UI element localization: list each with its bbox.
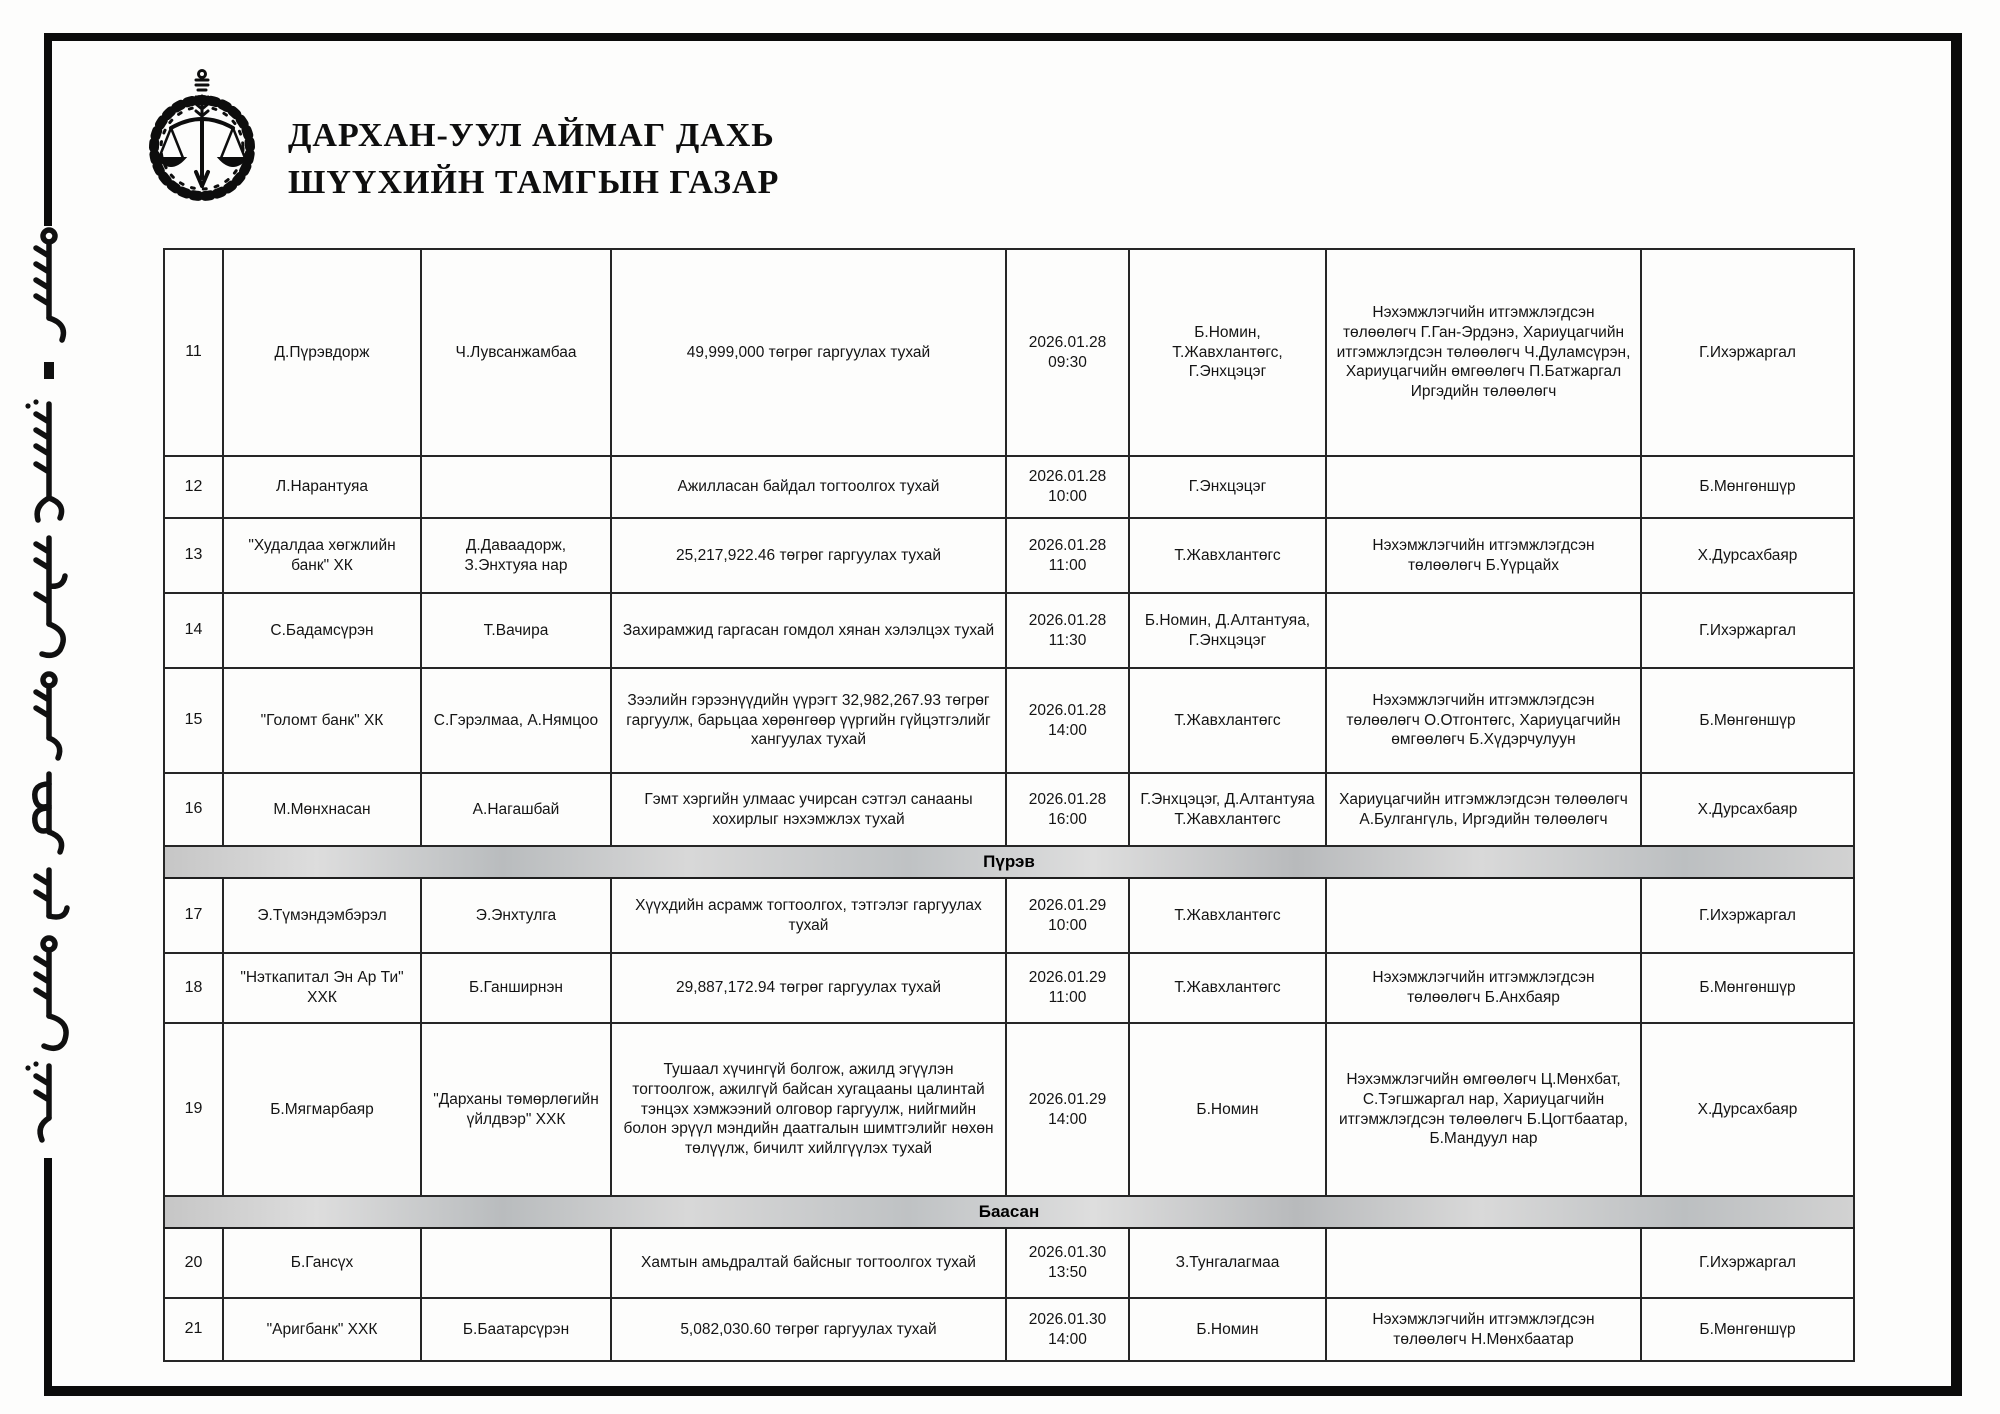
cell-case-number: 14	[164, 593, 223, 668]
cell-representatives: Хариуцагчийн итгэмжлэгдсэн төлөөлөгч А.Булгангүль, Иргэдийн төлөөлөгч	[1326, 773, 1641, 846]
cell-case-subject: Зээлийн гэрээнүүдийн үүрэгт 32,982,267.93 төгрөг гаргуулж, барьцаа хөрөнгөөр үүргийн гүйцэтгэлийг хангуулах тухай	[611, 668, 1006, 773]
cell-case-number: 16	[164, 773, 223, 846]
cell-representatives: Нэхэмжлэгчийн итгэмжлэгдсэн төлөөлөгч Б.Анхбаяр	[1326, 953, 1641, 1023]
frame-left-line-upper	[44, 33, 52, 226]
cell-clerk: Г.Ихэржаргал	[1641, 1228, 1854, 1298]
hearing-time: 13:50	[1048, 1264, 1087, 1281]
cell-judges: Т.Жавхлантөгс	[1129, 518, 1326, 593]
cell-case-number: 15	[164, 668, 223, 773]
cell-judges: Т.Жавхлантөгс	[1129, 668, 1326, 773]
hearing-time: 10:00	[1048, 488, 1087, 505]
cell-hearing-datetime	[1006, 593, 1129, 668]
cell-clerk: Б.Мөнгөншүр	[1641, 1298, 1854, 1361]
hearing-row	[164, 1228, 1854, 1298]
cell-case-number: 20	[164, 1228, 223, 1298]
cell-defendant: Д.Даваадорж, З.Энхтуяа нар	[421, 518, 611, 593]
hearing-schedule-table	[163, 248, 1853, 1362]
page-title	[288, 112, 779, 206]
cell-clerk: Б.Мөнгөншүр	[1641, 456, 1854, 518]
hearing-time: 14:00	[1048, 721, 1087, 739]
cell-clerk: Б.Мөнгөншүр	[1641, 953, 1854, 1023]
weekday-label: Пүрэв	[164, 846, 1854, 878]
cell-case-subject: Хамтын амьдралтай байсныг тогтоолгох тухай	[611, 1228, 1006, 1298]
cell-defendant: "Дарханы төмөрлөгийн үйлдвэр" ХХК	[421, 1023, 611, 1196]
hearing-row	[164, 1023, 1854, 1196]
hearing-date: 2026.01.28	[1028, 701, 1107, 719]
cell-case-subject: Захирамжид гаргасан гомдол хянан хэлэлцэх тухай	[611, 593, 1006, 668]
frame-right-line	[1951, 33, 1962, 1393]
cell-case-number: 13	[164, 518, 223, 593]
cell-judges: Г.Энхцэцэг	[1129, 456, 1326, 518]
cell-case-number: 18	[164, 953, 223, 1023]
cell-plaintiff: Э.Түмэндэмбэрэл	[223, 878, 421, 953]
hearing-date: 2026.01.30	[1028, 1244, 1107, 1262]
cell-defendant: Б.Баатарсүрэн	[421, 1298, 611, 1361]
cell-representatives: Нэхэмжлэгчийн итгэмжлэгдсэн төлөөлөгч О.Отгонтөгс, Хариуцагчийн өмгөөлөгч Б.Хүдэрчулуун	[1326, 668, 1641, 773]
hearing-date: 2026.01.29	[1028, 969, 1107, 987]
cell-plaintiff: Д.Пүрэвдорж	[223, 249, 421, 456]
cell-plaintiff: "Худалдаа хөгжлийн банк" ХК	[223, 518, 421, 593]
traditional-mongolian-script	[16, 226, 80, 1154]
cell-defendant: Ч.Лувсанжамбаа	[421, 249, 611, 456]
cell-representatives: Нэхэмжлэгчийн өмгөөлөгч Ц.Мөнхбат, С.Тэгшжаргал нар, Хариуцагчийн итгэмжлэгдсэн төлөөлөгч Б.Цогтбаатар, Б.Мандуул нар	[1326, 1023, 1641, 1196]
cell-plaintiff: Б.Мягмарбаяр	[223, 1023, 421, 1196]
hearing-date: 2026.01.29	[1028, 896, 1107, 914]
cell-hearing-datetime	[1006, 456, 1129, 518]
cell-clerk: Х.Дурсахбаяр	[1641, 1023, 1854, 1196]
hearing-time: 11:30	[1048, 631, 1087, 649]
cell-defendant	[421, 456, 611, 518]
cell-judges: Б.Номин, Д.Алтантуяа, Г.Энхцэцэг	[1129, 593, 1326, 668]
cell-plaintiff: С.Бадамсүрэн	[223, 593, 421, 668]
cell-plaintiff: "Голомт банк" ХК	[223, 668, 421, 773]
cell-clerk: Х.Дурсахбаяр	[1641, 518, 1854, 593]
hearing-date: 2026.01.30	[1028, 1310, 1107, 1328]
cell-judges: Г.Энхцэцэг, Д.Алтантуяа Т.Жавхлантөгс	[1129, 773, 1326, 846]
hearing-row	[164, 456, 1854, 518]
hearing-time: 16:00	[1048, 810, 1087, 828]
org-name-line1: ДАРХАН-УУЛ АЙМАГ ДАХЬ	[288, 117, 775, 154]
hearing-row	[164, 1298, 1854, 1361]
cell-defendant: Т.Вачира	[421, 593, 611, 668]
cell-clerk: Х.Дурсахбаяр	[1641, 773, 1854, 846]
cell-plaintiff: "Нэткапитал Эн Ар Ти" ХХК	[223, 953, 421, 1023]
cell-case-subject: 49,999,000 төгрөг гаргуулах тухай	[611, 249, 1006, 456]
cell-hearing-datetime	[1006, 773, 1129, 846]
schedule-table-body	[164, 249, 1854, 1361]
cell-hearing-datetime	[1006, 1298, 1129, 1361]
cell-representatives: Нэхэмжлэгчийн итгэмжлэгдсэн төлөөлөгч Б.Үүрцайх	[1326, 518, 1641, 593]
cell-case-number: 17	[164, 878, 223, 953]
hearing-time: 14:00	[1048, 1110, 1087, 1128]
hearing-row	[164, 773, 1854, 846]
cell-representatives	[1326, 593, 1641, 668]
cell-case-number: 12	[164, 456, 223, 518]
cell-judges: Т.Жавхлантөгс	[1129, 878, 1326, 953]
cell-judges: З.Тунгалагмаа	[1129, 1228, 1326, 1298]
frame-top-line	[44, 33, 1961, 41]
cell-hearing-datetime	[1006, 249, 1129, 456]
cell-defendant: Э.Энхтулга	[421, 878, 611, 953]
hearing-time: 10:00	[1048, 916, 1087, 934]
cell-judges: Б.Номин	[1129, 1023, 1326, 1196]
cell-clerk: Г.Ихэржаргал	[1641, 593, 1854, 668]
weekday-label: Баасан	[164, 1196, 1854, 1228]
weekday-separator-row	[164, 846, 1854, 878]
hearing-date: 2026.01.28	[1028, 536, 1107, 554]
cell-representatives: Нэхэмжлэгчийн итгэмжлэгдсэн төлөөлөгч Г.Ган-Эрдэнэ, Хариуцагчийн итгэмжлэгдсэн төлөөлөгч Ч.Дуламсүрэн, Хариуцагчийн өмгөөлөгч П.Батжаргал Иргэдийн төлөөлөгч	[1326, 249, 1641, 456]
cell-defendant: А.Нагашбай	[421, 773, 611, 846]
hearing-date: 2026.01.29	[1028, 1090, 1107, 1108]
cell-case-number: 21	[164, 1298, 223, 1361]
cell-case-subject: Ажилласан байдал тогтоолгох тухай	[611, 456, 1006, 518]
hearing-row	[164, 518, 1854, 593]
cell-judges: Б.Номин, Т.Жавхлантөгс, Г.Энхцэцэг	[1129, 249, 1326, 456]
cell-hearing-datetime	[1006, 518, 1129, 593]
cell-judges: Т.Жавхлантөгс	[1129, 953, 1326, 1023]
org-name-line2: ШҮҮХИЙН ТАМГЫН ГАЗАР	[288, 164, 780, 201]
hearing-row	[164, 668, 1854, 773]
cell-hearing-datetime	[1006, 1023, 1129, 1196]
cell-plaintiff: "Аригбанк" ХХК	[223, 1298, 421, 1361]
hearing-row	[164, 249, 1854, 456]
hearing-date: 2026.01.28	[1028, 790, 1107, 808]
frame-bottom-line	[44, 1386, 1962, 1396]
cell-representatives	[1326, 878, 1641, 953]
hearing-date: 2026.01.28	[1028, 333, 1107, 351]
hearing-time: 09:30	[1048, 353, 1087, 371]
cell-judges: Б.Номин	[1129, 1298, 1326, 1361]
hearing-time: 14:00	[1048, 1330, 1087, 1348]
hearing-row	[164, 953, 1854, 1023]
cell-hearing-datetime	[1006, 1228, 1129, 1298]
cell-case-number: 19	[164, 1023, 223, 1196]
cell-case-subject: Гэмт хэргийн улмаас учирсан сэтгэл санааны хохирлыг нэхэмжлэх тухай	[611, 773, 1006, 846]
cell-hearing-datetime	[1006, 953, 1129, 1023]
cell-case-subject: Хүүхдийн асрамж тогтоолгох, тэтгэлэг гаргуулах тухай	[611, 878, 1006, 953]
cell-hearing-datetime	[1006, 878, 1129, 953]
hearing-time: 11:00	[1048, 556, 1087, 574]
cell-case-subject: 25,217,922.46 төгрөг гаргуулах тухай	[611, 518, 1006, 593]
hearing-row	[164, 593, 1854, 668]
court-emblem-icon	[138, 66, 266, 208]
cell-representatives	[1326, 1228, 1641, 1298]
cell-plaintiff: М.Мөнхнасан	[223, 773, 421, 846]
cell-plaintiff: Л.Нарантуяа	[223, 456, 421, 518]
cell-representatives: Нэхэмжлэгчийн итгэмжлэгдсэн төлөөлөгч Н.Мөнхбаатар	[1326, 1298, 1641, 1361]
weekday-separator-row	[164, 1196, 1854, 1228]
cell-defendant: С.Гэрэлмаа, А.Нямцоо	[421, 668, 611, 773]
cell-clerk: Г.Ихэржаргал	[1641, 878, 1854, 953]
cell-hearing-datetime	[1006, 668, 1129, 773]
cell-defendant: Б.Ганширнэн	[421, 953, 611, 1023]
cell-representatives	[1326, 456, 1641, 518]
hearing-date: 2026.01.28	[1028, 611, 1107, 629]
cell-clerk: Г.Ихэржаргал	[1641, 249, 1854, 456]
hearing-date: 2026.01.28	[1028, 468, 1107, 486]
cell-case-subject: 5,082,030.60 төгрөг гаргуулах тухай	[611, 1298, 1006, 1361]
cell-clerk: Б.Мөнгөншүр	[1641, 668, 1854, 773]
hearing-row	[164, 878, 1854, 953]
cell-case-subject: 29,887,172.94 төгрөг гаргуулах тухай	[611, 953, 1006, 1023]
hearing-time: 11:00	[1048, 989, 1087, 1006]
cell-case-number: 11	[164, 249, 223, 456]
cell-case-subject: Тушаал хүчингүй болгож, ажилд эгүүлэн тогтоолгож, ажилгүй байсан хугацааны цалинтай тэнцэх хэмжээний олговор гаргуулж, нийгмийн болон эрүүл мэндийн даатгалын шимтгэлийг нөхөн төлүүлж, бичилт хийлгүүлэх тухай	[611, 1023, 1006, 1196]
cell-defendant	[421, 1228, 611, 1298]
cell-plaintiff: Б.Гансүх	[223, 1228, 421, 1298]
frame-left-line-lower	[44, 1158, 52, 1394]
